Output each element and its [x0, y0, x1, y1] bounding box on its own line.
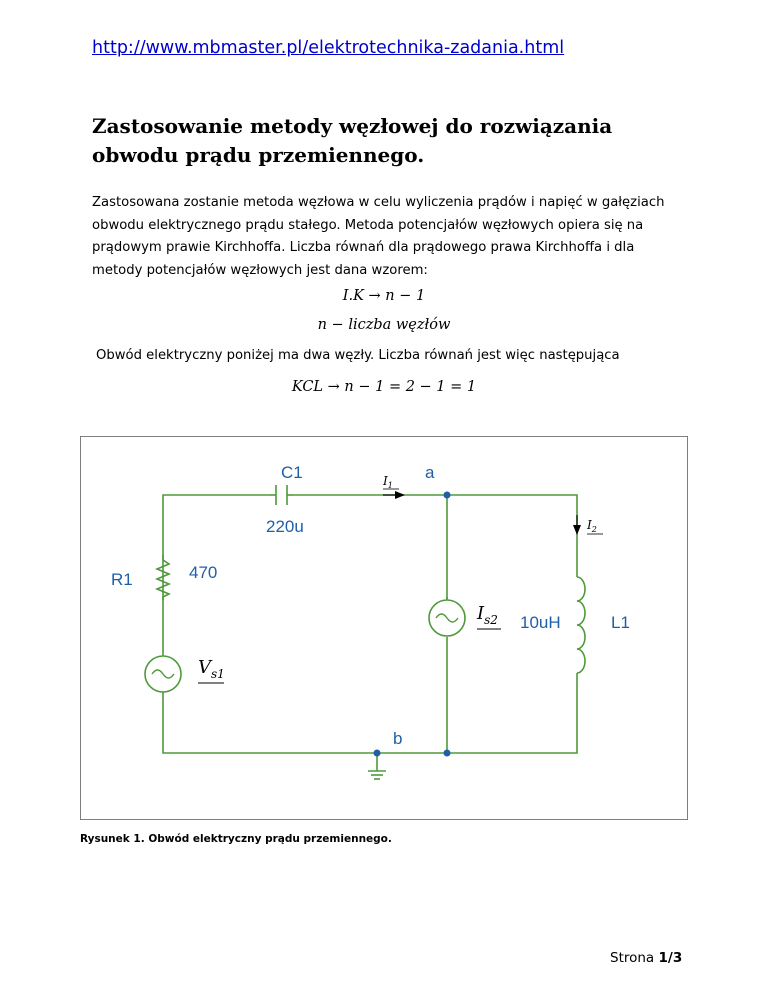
- wire-top-left: [163, 495, 270, 560]
- capacitor-symbol: [270, 485, 293, 505]
- inductor-symbol: [577, 577, 585, 673]
- current-i1-label: $I_1$: [383, 474, 393, 490]
- page-footer: [610, 950, 682, 966]
- node-b-dot: [444, 750, 451, 757]
- ground-node-dot: [374, 750, 381, 757]
- resistor-name-label: R1: [111, 570, 133, 589]
- current-source-symbol: [429, 597, 465, 636]
- footer-label: Strona: [610, 950, 655, 966]
- voltage-source-symbol: [145, 645, 181, 695]
- source-url-link[interactable]: http://www.mbmaster.pl/elektrotechnika-zadania.html: [92, 38, 565, 58]
- current-arrow-i2: [573, 515, 581, 535]
- current-source-label: $I_{s2}$: [477, 603, 498, 627]
- second-paragraph: Obwód elektryczny poniżej ma dwa węzły. Liczba równań jest więc następująca: [96, 348, 620, 363]
- inductor-name-label: L1: [611, 613, 630, 632]
- inductor-value-label: 10uH: [520, 613, 561, 632]
- current-arrow-i1: [383, 491, 405, 499]
- current-i2-label: $I_2$: [587, 518, 597, 534]
- circuit-diagram: [81, 437, 687, 819]
- circuit-figure: [80, 436, 688, 820]
- figure-caption: Rysunek 1. Obwód elektryczny prądu przemiennego.: [80, 833, 392, 845]
- page-title: Zastosowanie metody węzłowej do rozwiązania obwodu prądu przemiennego.: [92, 114, 613, 167]
- node-a-label: a: [425, 463, 435, 482]
- voltage-source-label: $V_{s1}$: [198, 657, 225, 681]
- capacitor-value-label: 220u: [266, 517, 304, 536]
- intro-paragraph: Zastosowana zostanie metoda węzłowa w celu wyliczenia prądów i napięć w gałęziach obwodu elektrycznego prądu stałego. Metoda potencjałów węzłowych opiera się na prądowym prawie Kirchhoffa. Liczba równań dla prądowego prawa Kirchhoffa i dla metody potencjałów węzłowych jest dana wzorem:: [92, 195, 665, 278]
- wires: [163, 495, 577, 771]
- node-b-label: b: [393, 729, 403, 748]
- ground-symbol: [368, 771, 386, 779]
- capacitor-name-label: C1: [281, 463, 303, 482]
- resistor-value-label: 470: [189, 563, 218, 582]
- wire-top-right: [293, 495, 577, 544]
- footer-page-number: 1/3: [658, 950, 683, 966]
- equation-kcl: KCL → n − 1 = 2 − 1 = 1: [291, 379, 477, 395]
- equation-ik: I.K → n − 1: [342, 288, 426, 304]
- node-a-dot: [444, 492, 451, 499]
- wire-bottom: [163, 673, 577, 753]
- equation-node-count: n − liczba węzłów: [317, 317, 451, 333]
